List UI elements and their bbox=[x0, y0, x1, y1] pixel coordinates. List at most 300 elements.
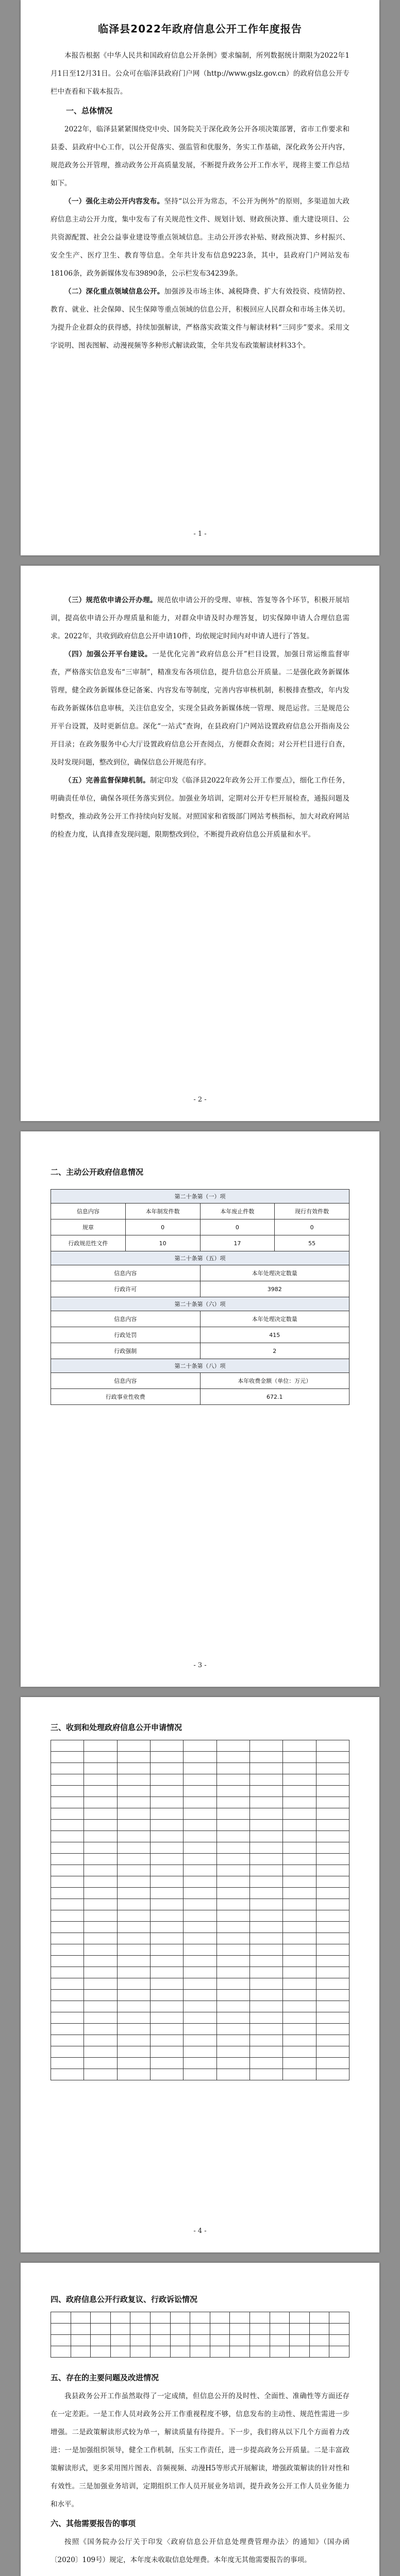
application-handling-table bbox=[51, 1740, 349, 2080]
table-cell bbox=[249, 2012, 282, 2024]
table-row: 信息内容 本年处理决定数量 bbox=[51, 1311, 349, 1327]
table-cell bbox=[84, 1797, 117, 1808]
table-cell bbox=[184, 1763, 216, 1774]
subsection-5-text: 制定印发《临泽县2022年政务公开工作要点》，细化工作任务，明确责任单位，确保各项任务落实到位。加强业务培训，定期对公开专栏开展检查，通报问题及时整改，推动政务公开工作持续向好发展。对照国家和省级部门网站考核指标，加大对政府网站的检查力度，认真排查发现问题，限期整改到位，不断提升政府信息公开质量和水平。 bbox=[51, 776, 350, 839]
table-cell bbox=[91, 2312, 111, 2324]
table-cell bbox=[91, 2335, 111, 2346]
table-row: 行政强制 2 bbox=[51, 1343, 349, 1359]
table-cell bbox=[91, 2324, 111, 2335]
table-cell bbox=[249, 1922, 282, 1933]
table-cell bbox=[316, 1922, 349, 1933]
table-cell bbox=[249, 1865, 282, 1876]
table-cell bbox=[110, 2312, 130, 2324]
table-cell bbox=[117, 1808, 150, 1820]
table-cell bbox=[150, 2024, 183, 2035]
table-cell bbox=[216, 1967, 249, 1978]
table-cell bbox=[190, 2346, 210, 2358]
table-cell bbox=[150, 1831, 183, 1842]
table-cell bbox=[216, 2012, 249, 2024]
table-cell bbox=[316, 1978, 349, 1990]
table-cell bbox=[170, 2346, 190, 2358]
table-row bbox=[51, 2324, 349, 2335]
table-cell bbox=[309, 2312, 329, 2324]
table-cell bbox=[216, 1820, 249, 1831]
table-cell bbox=[150, 2058, 183, 2069]
section-4-title: 四、政府信息公开行政复议、行政诉讼情况 bbox=[51, 2295, 198, 2304]
table-cell bbox=[51, 2058, 84, 2069]
table-cell bbox=[184, 1808, 216, 1820]
table-cell bbox=[283, 2046, 316, 2058]
table-cell bbox=[150, 1808, 183, 1820]
subsection-3-heading: （三）规范依申请公开办理。 bbox=[64, 596, 157, 604]
table-cell bbox=[316, 2058, 349, 2069]
section-5-title: 五、存在的主要问题及改进情况 bbox=[51, 2373, 159, 2382]
table-cell bbox=[51, 2024, 84, 2035]
table-cell bbox=[216, 1978, 249, 1990]
table-cell bbox=[150, 2069, 183, 2080]
table-cell bbox=[91, 2346, 111, 2358]
table-cell bbox=[249, 1910, 282, 1922]
table-cell bbox=[283, 1740, 316, 1752]
table-cell bbox=[51, 2046, 84, 2058]
table-row bbox=[51, 2335, 349, 2346]
table-cell bbox=[216, 1752, 249, 1763]
table-cell bbox=[184, 2024, 216, 2035]
subsection-2-heading: （二）深化重点领域信息公开。 bbox=[64, 287, 164, 296]
table-cell bbox=[117, 2058, 150, 2069]
table-row: 行政处罚 415 bbox=[51, 1327, 349, 1343]
table-cell bbox=[51, 1774, 84, 1786]
table-cell bbox=[170, 2335, 190, 2346]
table-cell bbox=[249, 1854, 282, 1865]
table-row: 行政许可 3982 bbox=[51, 1281, 349, 1297]
table-row bbox=[51, 1842, 349, 1854]
other-matters-paragraph: 按照《国务院办公厅关于印发〈政府信息公开信息处理费管理办法〉的通知》（国办函〔2020〕109号）规定，本年度未收取信息处理费。本年度无其他需要报告的事项。 bbox=[51, 2538, 349, 2564]
table-cell bbox=[71, 2346, 91, 2358]
table-cell bbox=[84, 1922, 117, 1933]
table-row bbox=[51, 1786, 349, 1797]
table-cell bbox=[84, 1910, 117, 1922]
table-cell bbox=[150, 2001, 183, 2012]
table-cell bbox=[190, 2312, 210, 2324]
table-cell bbox=[249, 1888, 282, 1899]
table-cell bbox=[184, 1978, 216, 1990]
table-cell bbox=[316, 1865, 349, 1876]
table-cell bbox=[51, 1876, 84, 1888]
table-cell bbox=[283, 2069, 316, 2080]
table-row bbox=[51, 1944, 349, 1956]
table-cell bbox=[150, 1774, 183, 1786]
table-cell bbox=[283, 1808, 316, 1820]
table-cell bbox=[249, 1956, 282, 1967]
table-cell bbox=[51, 1978, 84, 1990]
table-cell bbox=[84, 1820, 117, 1831]
table-cell bbox=[249, 1797, 282, 1808]
table-cell bbox=[84, 1933, 117, 1944]
table-cell bbox=[117, 1956, 150, 1967]
table-cell bbox=[117, 1786, 150, 1797]
table-row bbox=[51, 1854, 349, 1865]
table-cell bbox=[290, 2312, 310, 2324]
table-cell bbox=[150, 1786, 183, 1797]
table-cell bbox=[150, 1797, 183, 1808]
table-cell bbox=[283, 2001, 316, 2012]
table-row bbox=[51, 1797, 349, 1808]
table-cell bbox=[184, 2012, 216, 2024]
subsection-2-text: 加强涉及市场主体、减税降费、扩大有效投资、疫情防控、教育、就业、社会保障、民生保障等重点领域的信息公开，积极回应人民群众和市场主体关切。为提升企业群众的获得感，持续加强解读，严格落实政策文件与解读材料“三同步”要求。采用文字说明、图表图解、动漫视频等多种形式解读政策，全年共发布政策解读材料33个。 bbox=[51, 287, 350, 350]
table-cell bbox=[216, 1865, 249, 1876]
table-row bbox=[51, 2035, 349, 2046]
table-cell bbox=[150, 1990, 183, 2001]
table-cell bbox=[84, 1876, 117, 1888]
table-cell bbox=[51, 1922, 84, 1933]
table-cell bbox=[316, 1944, 349, 1956]
table-cell bbox=[117, 1797, 150, 1808]
table-cell bbox=[84, 2012, 117, 2024]
table-cell bbox=[150, 1865, 183, 1876]
table-header-row: 第二十条第（六）项 bbox=[51, 1297, 349, 1311]
table-cell bbox=[84, 1831, 117, 1842]
table-cell bbox=[184, 2069, 216, 2080]
table-cell bbox=[210, 2335, 230, 2346]
table-cell bbox=[249, 1944, 282, 1956]
table-cell bbox=[184, 2046, 216, 2058]
table-cell bbox=[216, 1786, 249, 1797]
table-cell bbox=[150, 1820, 183, 1831]
table-cell bbox=[150, 2046, 183, 2058]
table-cell bbox=[51, 1831, 84, 1842]
table-cell bbox=[184, 2058, 216, 2069]
table-cell bbox=[150, 1763, 183, 1774]
table-row bbox=[51, 1763, 349, 1774]
table-cell bbox=[249, 1876, 282, 1888]
table-cell bbox=[283, 1854, 316, 1865]
table-cell bbox=[216, 1876, 249, 1888]
table-cell bbox=[184, 1933, 216, 1944]
table-cell bbox=[84, 2024, 117, 2035]
table-cell bbox=[249, 1978, 282, 1990]
table-cell bbox=[249, 2335, 270, 2346]
table-cell bbox=[117, 1888, 150, 1899]
table-cell bbox=[150, 1842, 183, 1854]
table-cell bbox=[117, 1831, 150, 1842]
table-cell bbox=[216, 1797, 249, 1808]
table-cell bbox=[216, 1922, 249, 1933]
table-cell bbox=[216, 1763, 249, 1774]
review-litigation-table bbox=[51, 2312, 349, 2358]
table-cell bbox=[184, 1752, 216, 1763]
table-cell bbox=[316, 1910, 349, 1922]
table-cell bbox=[150, 1888, 183, 1899]
table-cell bbox=[71, 2324, 91, 2335]
table-cell bbox=[51, 1865, 84, 1876]
table-row bbox=[51, 2312, 349, 2324]
table-cell bbox=[84, 1967, 117, 1978]
table-cell bbox=[51, 1740, 84, 1752]
table-cell bbox=[117, 1752, 150, 1763]
table-cell bbox=[249, 1763, 282, 1774]
table-cell bbox=[210, 2324, 230, 2335]
table-cell bbox=[249, 2324, 270, 2335]
table-cell bbox=[283, 1922, 316, 1933]
table-cell bbox=[190, 2335, 210, 2346]
table-cell bbox=[110, 2346, 130, 2358]
table-cell bbox=[150, 1944, 183, 1956]
table-cell bbox=[316, 2024, 349, 2035]
table-cell bbox=[51, 2324, 71, 2335]
table-cell bbox=[84, 2069, 117, 2080]
document-page-2 bbox=[21, 566, 379, 1121]
table-cell bbox=[283, 1956, 316, 1967]
subsection-5-heading: （五）完善监督保障机制。 bbox=[64, 776, 150, 785]
table-cell bbox=[290, 2335, 310, 2346]
table-cell bbox=[283, 1967, 316, 1978]
table-cell bbox=[230, 2324, 250, 2335]
table-row bbox=[51, 2012, 349, 2024]
table-cell bbox=[290, 2346, 310, 2358]
table-cell bbox=[150, 1899, 183, 1910]
table-cell bbox=[51, 2335, 71, 2346]
table-cell bbox=[84, 1978, 117, 1990]
table-cell bbox=[150, 2335, 170, 2346]
table-cell bbox=[51, 2012, 84, 2024]
table-cell bbox=[84, 1740, 117, 1752]
table-row bbox=[51, 1933, 349, 1944]
table-cell bbox=[316, 1786, 349, 1797]
table-cell bbox=[216, 1740, 249, 1752]
table-cell bbox=[110, 2335, 130, 2346]
table-cell bbox=[51, 2069, 84, 2080]
table-row bbox=[51, 1910, 349, 1922]
subsection-2 bbox=[51, 283, 349, 355]
table-cell bbox=[249, 1990, 282, 2001]
table-row bbox=[51, 2046, 349, 2058]
table-cell bbox=[216, 1774, 249, 1786]
table-cell bbox=[71, 2312, 91, 2324]
table-cell bbox=[84, 2058, 117, 2069]
table-cell bbox=[184, 1797, 216, 1808]
document-page-3 bbox=[21, 1131, 379, 1687]
table-cell bbox=[216, 1910, 249, 1922]
table-cell bbox=[316, 1774, 349, 1786]
table-cell bbox=[84, 1865, 117, 1876]
table-cell bbox=[184, 1888, 216, 1899]
table-cell bbox=[150, 2012, 183, 2024]
table-cell bbox=[117, 1865, 150, 1876]
table-cell bbox=[150, 1740, 183, 1752]
table-row: 信息内容 本年处理决定数量 bbox=[51, 1265, 349, 1281]
table-cell bbox=[309, 2335, 329, 2346]
table-cell bbox=[270, 2312, 290, 2324]
table-cell bbox=[210, 2346, 230, 2358]
table-cell bbox=[316, 2001, 349, 2012]
section-2-title: 二、主动公开政府信息情况 bbox=[51, 1167, 144, 1177]
table-cell bbox=[150, 2035, 183, 2046]
table-cell bbox=[316, 1854, 349, 1865]
table-cell bbox=[51, 1752, 84, 1763]
table-cell bbox=[51, 1956, 84, 1967]
table-cell bbox=[249, 2001, 282, 2012]
table-cell bbox=[51, 1842, 84, 1854]
table-cell bbox=[184, 1865, 216, 1876]
table-cell bbox=[51, 1910, 84, 1922]
table-cell bbox=[216, 1842, 249, 1854]
table-cell bbox=[309, 2346, 329, 2358]
section-6-title: 六、其他需要报告的事项 bbox=[51, 2519, 136, 2528]
table-cell bbox=[184, 1854, 216, 1865]
table-cell bbox=[283, 2035, 316, 2046]
table-cell bbox=[84, 1854, 117, 1865]
table-cell bbox=[150, 1854, 183, 1865]
table-cell bbox=[130, 2312, 151, 2324]
subsection-3-text: 规范依申请公开的受理、审核、答复等各个环节，积极开展培训，提高依申请公开办理质量和能力，对群众申请及时办理答复，切实保障申请人合理信息需求。2022年，共收到政府信息公开申请10件，均依规定时间内对申请人进行了答复。 bbox=[51, 596, 350, 640]
table-cell bbox=[249, 1820, 282, 1831]
table-row: 规章 0 0 0 bbox=[51, 1219, 349, 1235]
table-cell bbox=[283, 1763, 316, 1774]
table-cell bbox=[84, 1944, 117, 1956]
table-cell bbox=[316, 1740, 349, 1752]
table-cell bbox=[316, 1956, 349, 1967]
table-cell bbox=[230, 2346, 250, 2358]
table-row bbox=[51, 1831, 349, 1842]
table-cell bbox=[184, 1967, 216, 1978]
table-cell bbox=[283, 1831, 316, 1842]
table-cell bbox=[249, 2035, 282, 2046]
subsection-4-heading: （四）加强公开平台建设。 bbox=[64, 650, 153, 658]
table-cell bbox=[283, 1933, 316, 1944]
table-cell bbox=[51, 1808, 84, 1820]
table-cell bbox=[117, 1763, 150, 1774]
table-cell bbox=[316, 1888, 349, 1899]
table-cell bbox=[283, 1899, 316, 1910]
table-cell bbox=[184, 1944, 216, 1956]
table-cell bbox=[184, 1899, 216, 1910]
table-cell bbox=[184, 1876, 216, 1888]
table-cell bbox=[117, 2046, 150, 2058]
table-cell bbox=[283, 1752, 316, 1763]
table-cell bbox=[283, 2012, 316, 2024]
table-cell bbox=[283, 1944, 316, 1956]
table-cell bbox=[329, 2346, 349, 2358]
table-cell bbox=[216, 1944, 249, 1956]
table-cell bbox=[249, 2046, 282, 2058]
table-cell bbox=[84, 1786, 117, 1797]
table-cell bbox=[216, 2024, 249, 2035]
table-cell bbox=[184, 1820, 216, 1831]
table-cell bbox=[249, 1933, 282, 1944]
table-row: 信息内容 本年制发件数 本年废止件数 现行有效件数 bbox=[51, 1204, 349, 1219]
table-cell bbox=[117, 1978, 150, 1990]
table-cell bbox=[51, 1797, 84, 1808]
table-cell bbox=[117, 1922, 150, 1933]
table-cell bbox=[249, 1899, 282, 1910]
table-cell bbox=[216, 1831, 249, 1842]
table-row bbox=[51, 1967, 349, 1978]
table-row: 行政事业性收费 672.1 bbox=[51, 1389, 349, 1404]
table-cell bbox=[51, 1990, 84, 2001]
table-cell bbox=[283, 1865, 316, 1876]
table-cell bbox=[249, 1967, 282, 1978]
table-cell bbox=[184, 2001, 216, 2012]
table-cell bbox=[84, 1888, 117, 1899]
table-cell bbox=[283, 1990, 316, 2001]
table-cell bbox=[117, 1967, 150, 1978]
table-cell bbox=[216, 1956, 249, 1967]
table-cell bbox=[249, 1808, 282, 1820]
table-cell bbox=[117, 2024, 150, 2035]
table-cell bbox=[51, 1967, 84, 1978]
document-page-5 bbox=[21, 2263, 379, 2576]
table-cell bbox=[216, 1933, 249, 1944]
section-3-title: 三、收到和处理政府信息公开申请情况 bbox=[51, 1723, 182, 1732]
table-cell bbox=[184, 1910, 216, 1922]
table-cell bbox=[283, 1786, 316, 1797]
page-number-1: - 1 - bbox=[193, 530, 207, 538]
table-cell bbox=[316, 1763, 349, 1774]
table-cell bbox=[150, 1967, 183, 1978]
table-cell bbox=[216, 2058, 249, 2069]
table-cell bbox=[170, 2324, 190, 2335]
table-cell bbox=[270, 2346, 290, 2358]
table-cell bbox=[216, 1899, 249, 1910]
table-cell bbox=[130, 2335, 151, 2346]
table-cell bbox=[249, 2346, 270, 2358]
document-title: 临泽县2022年政府信息公开工作年度报告 bbox=[98, 23, 302, 35]
table-header-row: 第二十条第（五）项 bbox=[51, 1251, 349, 1265]
table-cell bbox=[329, 2335, 349, 2346]
table-cell bbox=[117, 2069, 150, 2080]
subsection-3 bbox=[51, 591, 349, 646]
table-cell bbox=[84, 1774, 117, 1786]
table-cell bbox=[249, 1740, 282, 1752]
subsection-1-heading: （一）强化主动公开内容发布。 bbox=[64, 197, 164, 206]
table-cell bbox=[216, 2001, 249, 2012]
table-cell bbox=[184, 1786, 216, 1797]
table-row bbox=[51, 1956, 349, 1967]
table-cell bbox=[249, 2024, 282, 2035]
table-cell bbox=[270, 2324, 290, 2335]
table-cell bbox=[270, 2335, 290, 2346]
table-cell bbox=[283, 1797, 316, 1808]
table-cell bbox=[316, 1831, 349, 1842]
table-row bbox=[51, 1774, 349, 1786]
table-cell bbox=[184, 1990, 216, 2001]
table-cell bbox=[216, 1808, 249, 1820]
problems-paragraph: 我县政务公开工作虽然取得了一定成绩，但信息公开的及时性、全面性、准确性等方面还存在一定差距。一是工作人员对政务公开工作重视程度不够，信息发布的主动性、规范性需进一步增强。二是政策解读形式较为单一，解读质量有待提升。下一步，我们将从以下几个方面着力改进：一是加强组织领导，健全工作机制，压实工作责任，进一步提高政务公开质量。二是丰富政策解读形式，更多采用图片图表、音频视频、动漫H5等形式开展解读，增强政策解读的针对性和有效性。三是加强业务培训，定期组织工作人员开展业务培训，提升政务公开工作人员业务能力和水平。 bbox=[51, 2392, 349, 2509]
table-cell bbox=[84, 2001, 117, 2012]
table-cell bbox=[110, 2324, 130, 2335]
table-cell bbox=[249, 1752, 282, 1763]
table-cell bbox=[230, 2335, 250, 2346]
table-row: 信息内容 本年收费金额（单位：万元） bbox=[51, 1373, 349, 1389]
table-cell bbox=[51, 1786, 84, 1797]
table-cell bbox=[84, 1899, 117, 1910]
page-number-2: - 2 - bbox=[193, 1096, 207, 1104]
table-cell bbox=[283, 1820, 316, 1831]
table-header-row: 第二十条第（一）项 bbox=[51, 1190, 349, 1204]
table-cell bbox=[51, 1933, 84, 1944]
table-cell bbox=[117, 1842, 150, 1854]
table-cell bbox=[117, 1854, 150, 1865]
table-cell bbox=[216, 1888, 249, 1899]
table-row bbox=[51, 2001, 349, 2012]
table-cell bbox=[150, 1752, 183, 1763]
table-cell bbox=[117, 1899, 150, 1910]
table-cell bbox=[216, 2069, 249, 2080]
table-cell bbox=[316, 2035, 349, 2046]
table-cell bbox=[316, 2069, 349, 2080]
table-cell bbox=[290, 2324, 310, 2335]
